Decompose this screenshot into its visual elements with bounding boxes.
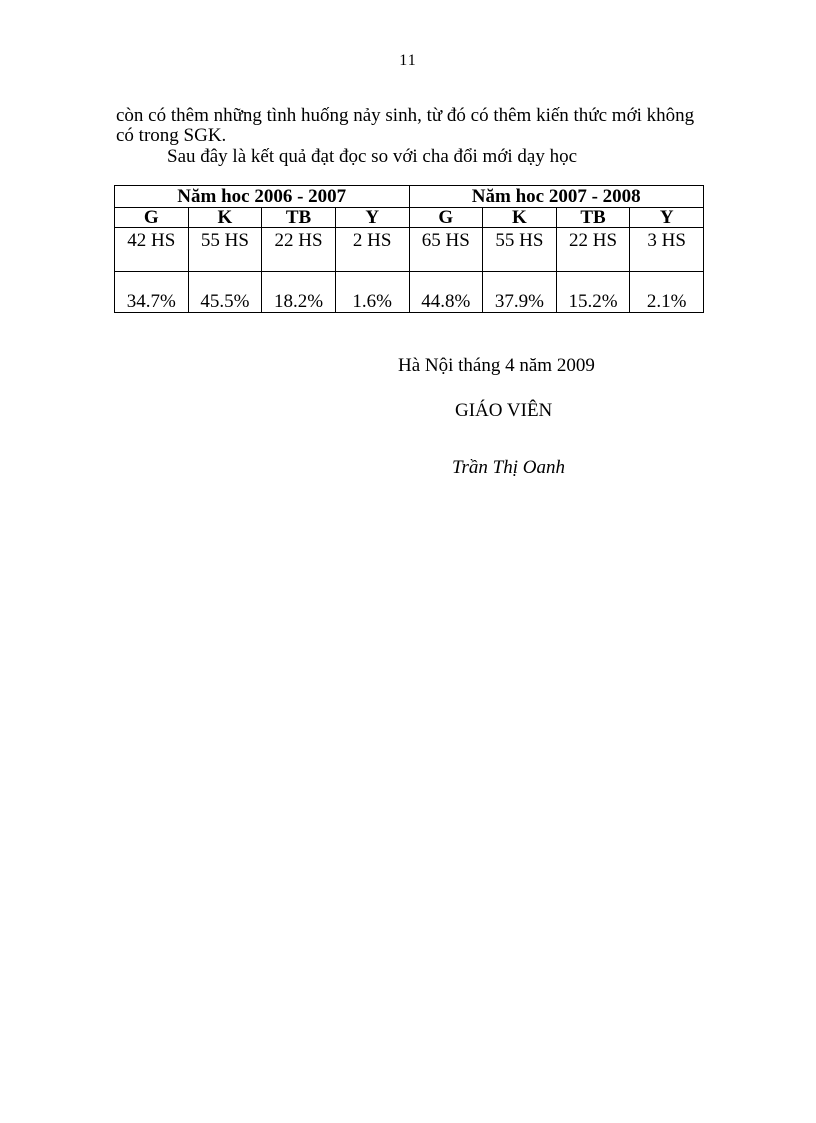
signature-role: GIÁO VIÊN (455, 400, 553, 421)
count-cell: 22 HS (556, 228, 630, 272)
grade-header: TB (556, 208, 630, 228)
percent-cell: 44.8% (409, 272, 483, 313)
count-cell: 42 HS (115, 228, 189, 272)
grade-header: K (188, 208, 262, 228)
results-intro: Sau đây là kết quả đạt đọc so với cha đổi mới dạy học (167, 146, 578, 167)
grade-header: Y (335, 208, 409, 228)
signature-name: Trần Thị Oanh (452, 457, 565, 478)
percent-cell: 45.5% (188, 272, 262, 313)
grade-header: TB (262, 208, 336, 228)
signature-place-date: Hà Nội tháng 4 năm 2009 (398, 355, 595, 376)
percent-row (115, 272, 704, 313)
percent-cell: 37.9% (483, 272, 557, 313)
grade-header-row (115, 208, 704, 228)
year-header: Năm hoc 2007 - 2008 (409, 186, 704, 208)
percent-cell: 15.2% (556, 272, 630, 313)
year-header-row (115, 186, 704, 208)
count-cell: 3 HS (630, 228, 704, 272)
percent-cell: 1.6% (335, 272, 409, 313)
grade-header: G (115, 208, 189, 228)
count-cell: 22 HS (262, 228, 336, 272)
count-cell: 55 HS (483, 228, 557, 272)
percent-cell: 34.7% (115, 272, 189, 313)
count-cell: 2 HS (335, 228, 409, 272)
grade-header: Y (630, 208, 704, 228)
year-header: Năm hoc 2006 - 2007 (115, 186, 410, 208)
results-table (114, 185, 704, 313)
count-cell: 65 HS (409, 228, 483, 272)
student-count-row (115, 228, 704, 272)
body-paragraph: còn có thêm những tình huống nảy sinh, từ đó có thêm kiến thức mới không có trong SGK. (116, 105, 695, 146)
percent-cell: 2.1% (630, 272, 704, 313)
grade-header: K (483, 208, 557, 228)
percent-cell: 18.2% (262, 272, 336, 313)
count-cell: 55 HS (188, 228, 262, 272)
grade-header: G (409, 208, 483, 228)
page-number: 11 (399, 52, 417, 69)
